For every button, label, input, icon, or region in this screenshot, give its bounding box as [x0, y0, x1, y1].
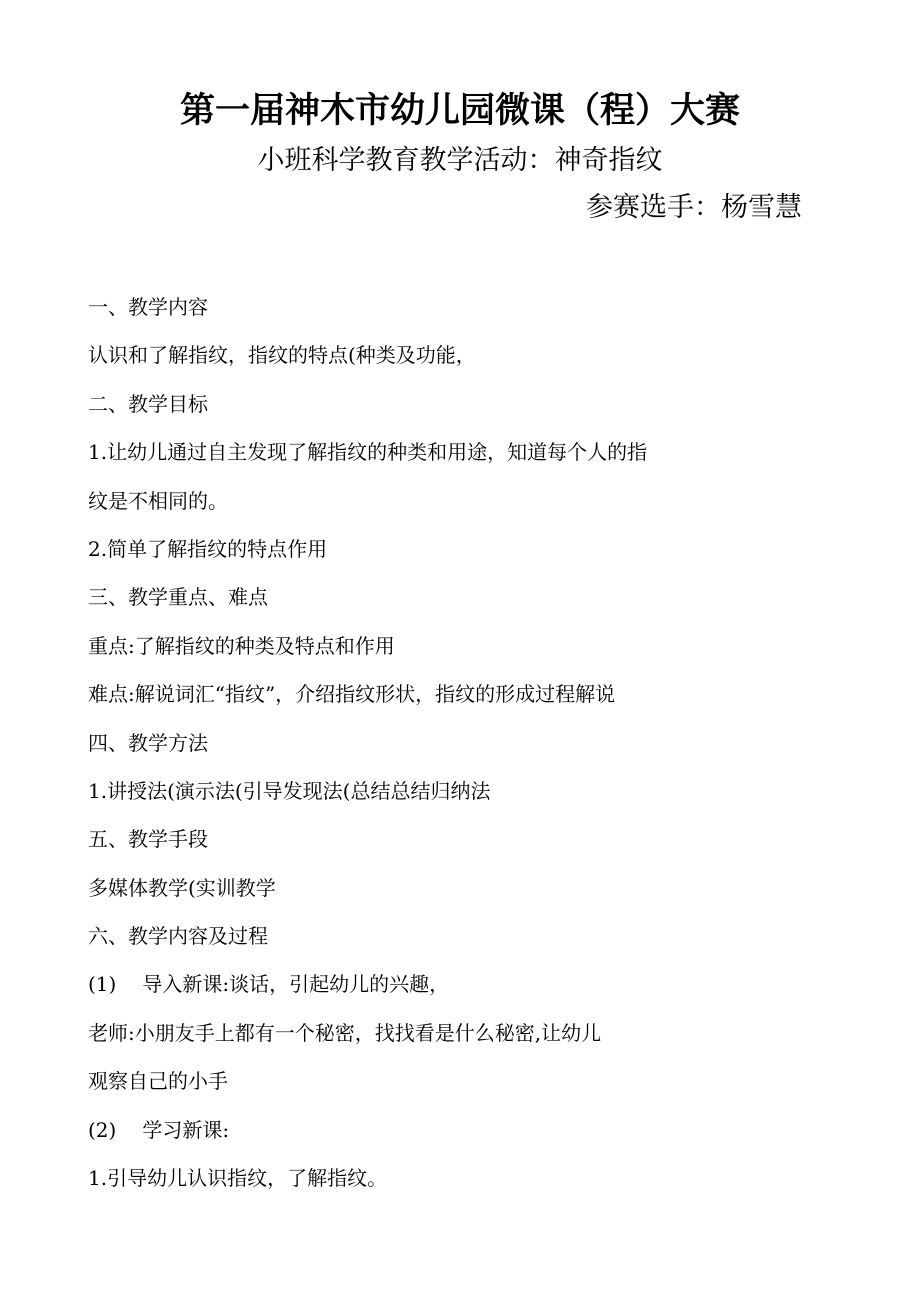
step-2-text: 学习新课:: [142, 1117, 230, 1142]
section-heading-content: 一、教学内容: [88, 295, 208, 319]
teacher-line-1: 老师:小朋友手上都有一个秘密，找找看是什么秘密,让幼儿: [88, 1020, 602, 1045]
step-1-text: 导入新课:谈话，引起幼儿的兴趣，: [142, 972, 450, 997]
goal-1-line-1: 1.让幼儿通过自主发现了解指纹的种类和用途，知道每个人的指: [88, 440, 648, 465]
step-1-marker: (1): [88, 972, 117, 997]
section-heading-process: 六、教学内容及过程: [88, 924, 268, 949]
paragraph-content: 认识和了解指纹，指纹的特点(种类及功能，: [88, 343, 476, 368]
step-1: [88, 964, 848, 1012]
step-2: [88, 1110, 848, 1158]
step-2-item-1: 1.引导幼儿认识指纹，了解指纹。: [88, 1166, 388, 1191]
document-title: 第一届神木市幼儿园微课（程）大赛: [179, 91, 740, 131]
section-heading-goals: 二、教学目标: [88, 391, 208, 416]
document-subtitle: 小班科学教育教学活动：神奇指纹: [257, 145, 663, 176]
section-heading-methods: 四、教学方法: [88, 730, 208, 755]
methods-text: 1.讲授法(演示法(引导发现法(总结总结归纳法: [88, 778, 491, 803]
section-heading-means: 五、教学手段: [88, 827, 208, 852]
means-text: 多媒体教学(实训教学: [88, 875, 276, 900]
teacher-line-2: 观察自己的小手: [88, 1069, 228, 1094]
key-point: 重点:了解指纹的种类及特点和作用: [88, 633, 395, 658]
contestant-name: 参赛选手：杨雪慧: [586, 192, 802, 223]
document-body: [88, 287, 848, 1206]
goal-1-line-2: 纹是不相同的。: [88, 488, 228, 513]
difficult-point: 难点:解说词汇“指纹”，介绍指纹形状，指纹的形成过程解说: [88, 682, 616, 707]
step-2-marker: (2): [88, 1117, 117, 1142]
section-heading-key-points: 三、教学重点、难点: [88, 585, 268, 610]
goal-2: 2.简单了解指纹的特点作用: [88, 536, 328, 561]
